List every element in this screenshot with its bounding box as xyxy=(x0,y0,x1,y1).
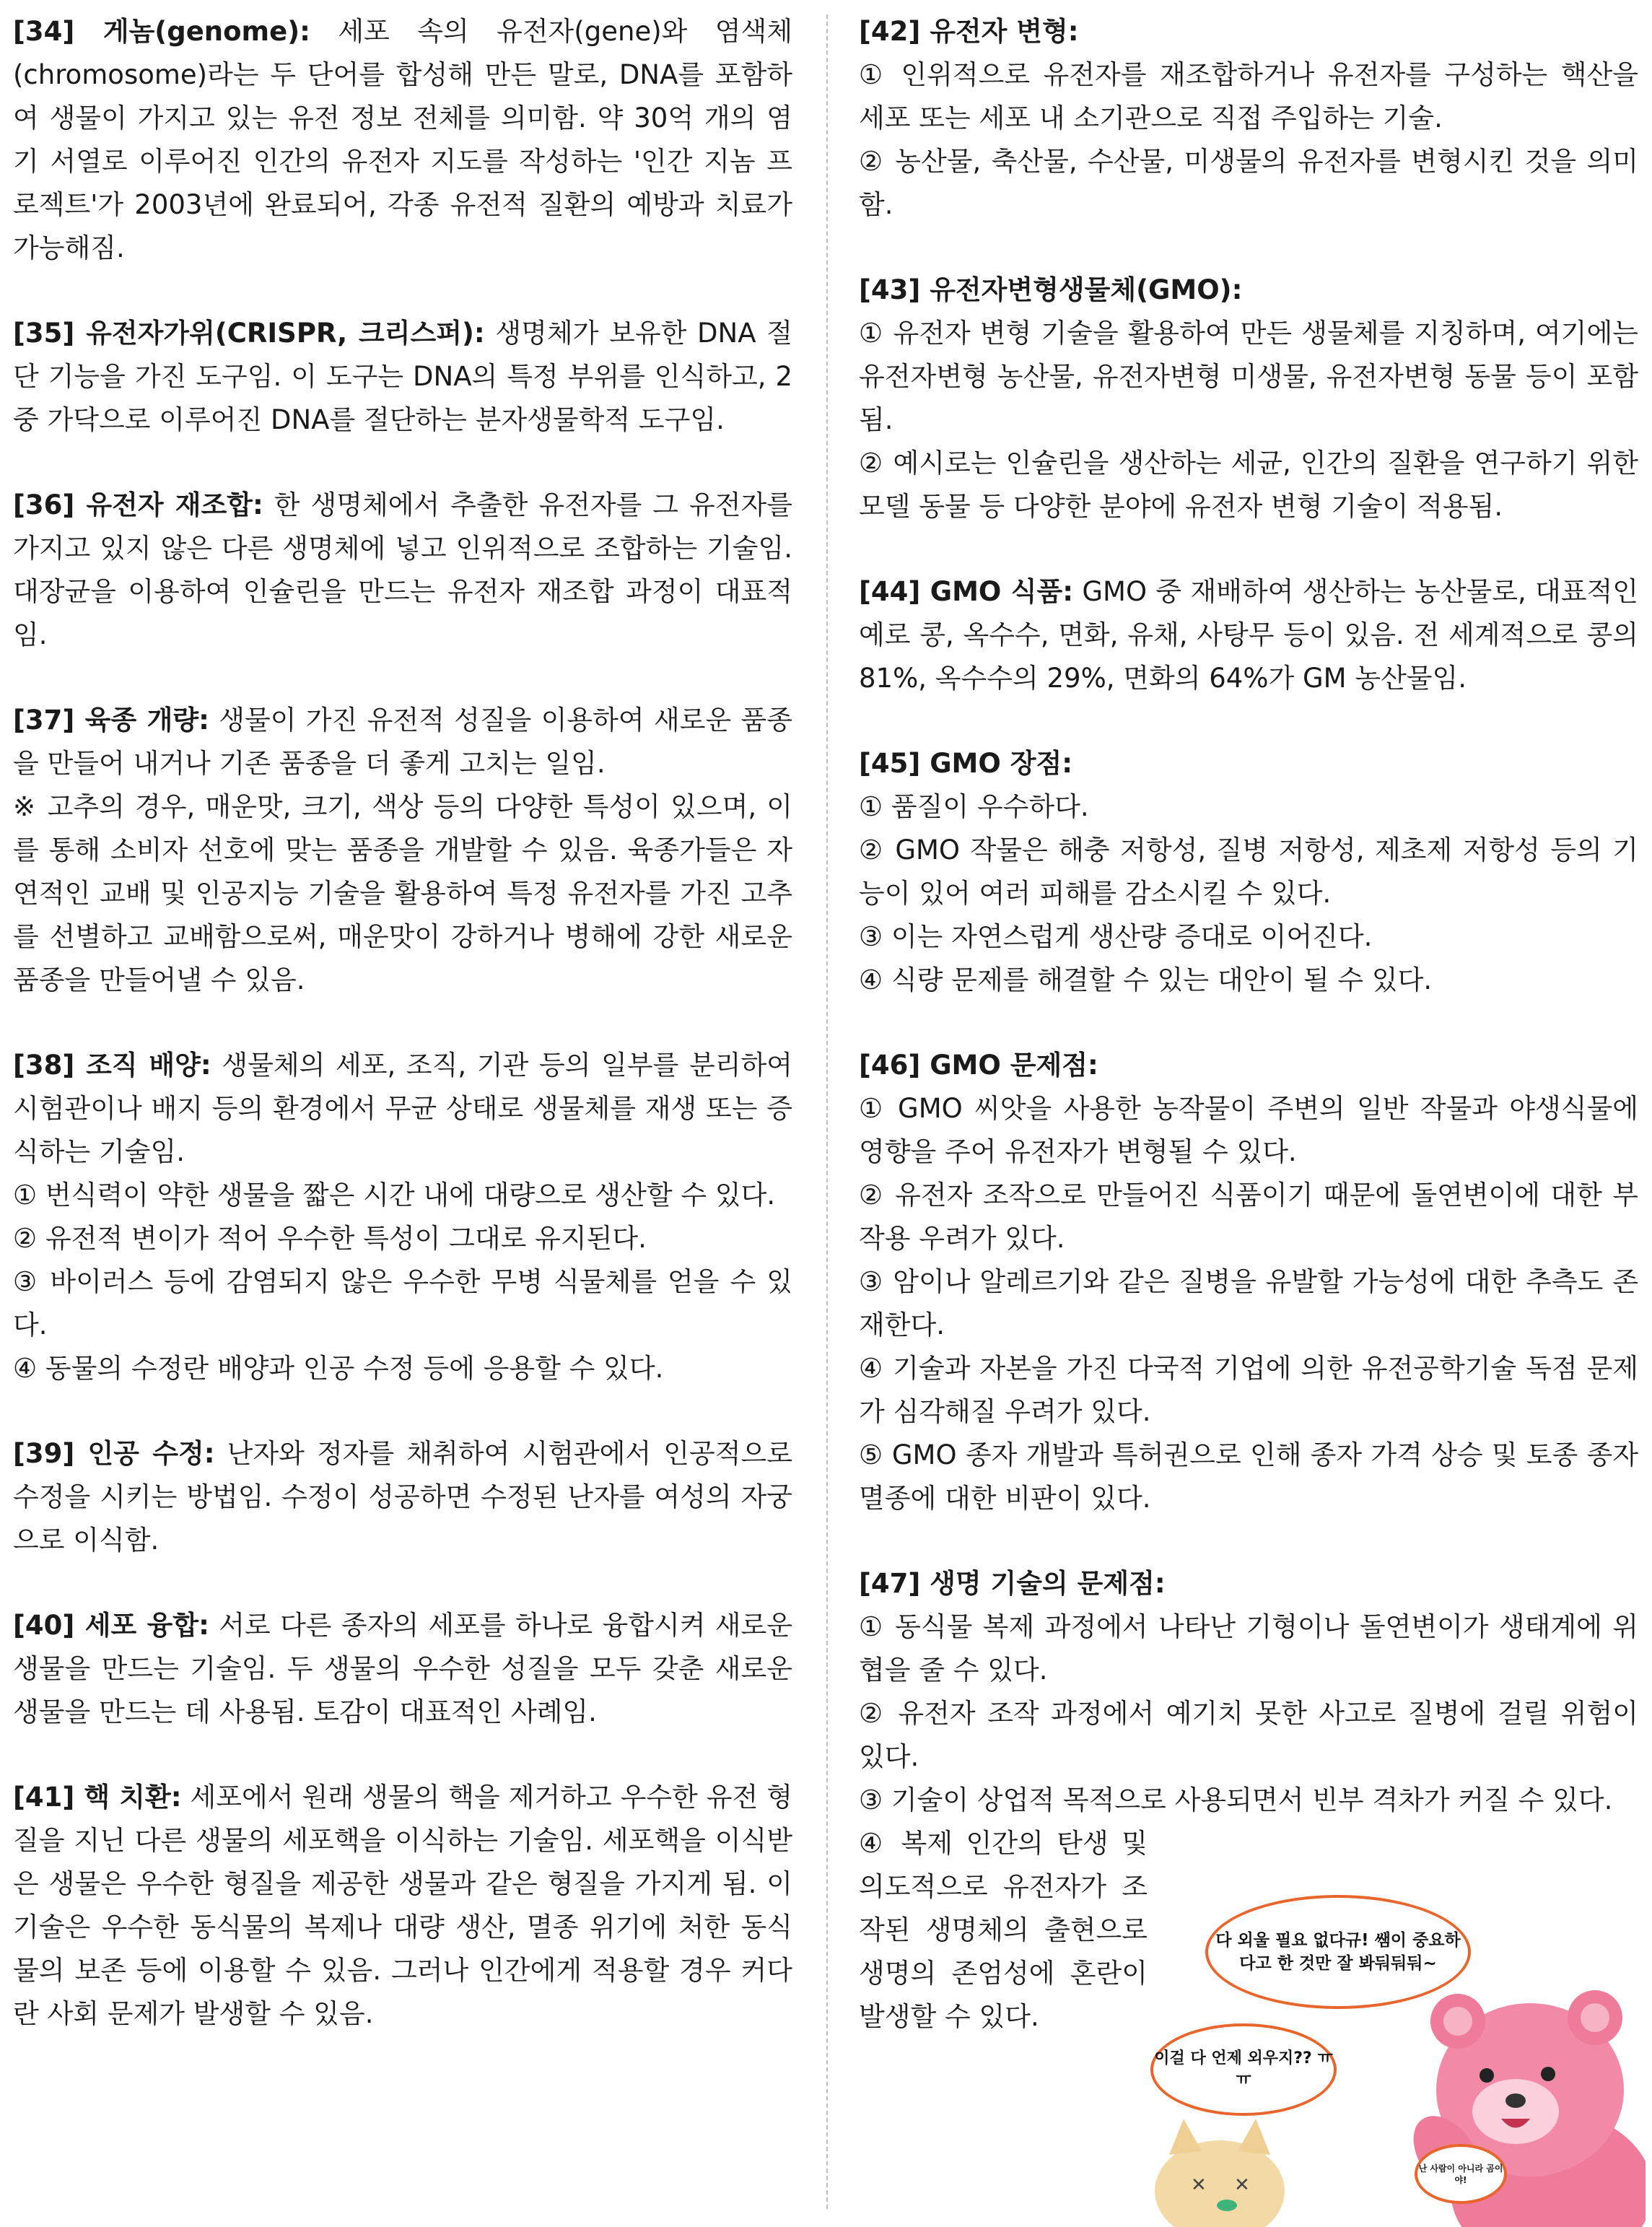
glossary-entry xyxy=(13,1776,792,2036)
entry-definition: 생물이 가진 유전적 성질을 이용하여 새로운 품종을 만들어 내거나 기존 품종을 더 좋게 고치는 일임. xyxy=(13,705,792,779)
entry-definition: 세포에서 원래 생물의 핵을 제거하고 우수한 유전 형질을 지닌 다른 생물의 세포핵을 이식하는 기술임. 세포핵을 이식받은 생물은 우수한 형질을 제공한 생물과 같은 형질을 가지게 됨. 이 기술은 우수한 동식물의 복제나 대량 생산, 멸종 위기에 처한 동식물의 보존 등에 이용할 수 있음. 그러나 인간에게 적용할 경우 커다란 사회 문제가 발생할 수 있음. xyxy=(13,1782,792,2029)
glossary-entry xyxy=(859,742,1638,1002)
entry-term: [41] 핵 치환: xyxy=(13,1782,182,1813)
glossary-entry xyxy=(13,699,792,1002)
entry-text xyxy=(13,1432,792,1562)
entry-definition: GMO 중 재배하여 생산하는 농산물로, 대표적인 예로 콩, 옥수수, 면화, 유채, 사탕무 등이 있음. 전 세계적으로 콩의 81%, 옥수수의 29%, 면화의 64%가 GM 농산물임. xyxy=(859,576,1638,694)
entry-point: ② 농산물, 축산물, 수산물, 미생물의 유전자를 변형시킨 것을 의미함. xyxy=(859,146,1638,220)
entry-point: ④ 기술과 자본을 가진 다국적 기업에 의한 유전공학기술 독점 문제가 심각해질 우려가 있다. xyxy=(859,1353,1638,1427)
speech-bubble-small: 난 사람이 아니라 곰이야! xyxy=(1415,2144,1507,2204)
entry-term: [34] 게놈(genome): xyxy=(13,16,310,47)
entry-point: ③ 암이나 알레르기와 같은 질병을 유발할 가능성에 대한 추측도 존재한다. xyxy=(859,1266,1638,1341)
entry-definition: 세포 속의 유전자(gene)와 염색체 (chromosome)라는 두 단어를 합성해 만든 말로, DNA를 포함하여 생물이 가지고 있는 유전 정보 전체를 의미함. 약 30억 개의 염기 서열로 이루어진 인간의 유전자 지도를 작성하는 '인간 지놈 프로젝트'가 2003년에 완료되어, 각종 유전적 질환의 예방과 치료가 가능해짐. xyxy=(13,16,792,263)
speech-bubble-cat: 이걸 다 언제 외우지?? ㅠㅠ xyxy=(1150,2023,1337,2116)
entry-point: ① 동식물 복제 과정에서 나타난 기형이나 돌연변이가 생태계에 위협을 줄 수 있다. xyxy=(859,1611,1638,1686)
entry-text xyxy=(859,742,1638,785)
svg-text:✕: ✕ xyxy=(1191,2174,1207,2196)
entry-text xyxy=(13,1604,792,1734)
glossary-entry xyxy=(13,1604,792,1734)
entry-point: ② 유전자 조작으로 만들어진 식품이기 때문에 돌연변이에 대한 부작용 우려가 있다. xyxy=(859,1180,1638,1254)
entry-point: ① GMO 씨앗을 사용한 농작물이 주변의 일반 작물과 야생식물에 영향을 주어 유전자가 변형될 수 있다. xyxy=(859,1093,1638,1167)
entry-definition: 생물체의 세포, 조직, 기관 등의 일부를 분리하여 시험관이나 배지 등의 환경에서 무균 상태로 생물체를 재생 또는 증식하는 기술임. xyxy=(13,1050,793,1167)
entry-text xyxy=(13,1776,792,2036)
entry-point: ③ 기술이 상업적 목적으로 사용되면서 빈부 격차가 커질 수 있다. xyxy=(859,1784,1613,1816)
entry-term: [37] 육종 개량: xyxy=(13,705,209,736)
glossary-entry xyxy=(859,570,1638,700)
entry-point: ③ 바이러스 등에 감염되지 않은 우수한 무병 식물체를 얻을 수 있다. xyxy=(13,1266,792,1341)
entry-text xyxy=(13,1044,792,1174)
entry-point: ① 번식력이 약한 생물을 짧은 시간 내에 대량으로 생산할 수 있다. xyxy=(13,1180,776,1211)
glossary-entry xyxy=(859,10,1638,227)
character-illustration xyxy=(1148,1895,1646,2227)
entry-point: ② 예시로는 인슐린을 생산하는 세균, 인간의 질환을 연구하기 위한 모델 동물 등 다양한 분야에 유전자 변형 기술이 적용됨. xyxy=(859,448,1638,522)
entry-point: ③ 이는 자연스럽게 생산량 증대로 이어진다. xyxy=(859,921,1373,952)
entry-term: [43] 유전자변형생물체(GMO): xyxy=(859,274,1243,305)
glossary-entry xyxy=(13,484,792,657)
entry-point: ④ 복제 인간의 탄생 및 의도적으로 유전자가 조작된 생명체의 출현으로 생명의 존엄성에 혼란이 발생할 수 있다. xyxy=(859,1828,1148,2032)
speech-bubble-bear: 다 외울 필요 없다규! 쌤이 중요하다고 한 것만 잘 봐둬둬둬~ xyxy=(1205,1895,1471,2009)
entry-term: [38] 조직 배양: xyxy=(13,1050,211,1081)
entry-point: ④ 동물의 수정란 배양과 인공 수정 등에 응용할 수 있다. xyxy=(13,1353,664,1384)
entry-definition: 난자와 정자를 채취하여 시험관에서 인공적으로 수정을 시키는 방법임. 수정이 성공하면 수정된 난자를 여성의 자궁으로 이식함. xyxy=(13,1438,792,1556)
glossary-entry xyxy=(859,269,1638,528)
glossary-entry xyxy=(859,1044,1638,1520)
entry-text xyxy=(13,699,792,785)
entry-point: ② 유전자 조작 과정에서 예기치 못한 사고로 질병에 걸릴 위험이 있다. xyxy=(859,1698,1638,1772)
entry-text xyxy=(859,570,1638,700)
entry-definition: 한 생명체에서 추출한 유전자를 그 유전자를 가지고 있지 않은 다른 생명체에 넣고 인위적으로 조합하는 기술임. 대장균을 이용하여 인슐린을 만드는 유전자 재조합 과정이 대표적임. xyxy=(13,489,792,650)
entry-term: [39] 인공 수정: xyxy=(13,1438,215,1469)
entry-point: ⑤ GMO 종자 개발과 특허권으로 인해 종자 가격 상승 및 토종 종자 멸종에 대한 비판이 있다. xyxy=(859,1439,1638,1514)
cat-icon xyxy=(1155,2119,1285,2227)
glossary-entry xyxy=(13,1432,792,1562)
column-divider xyxy=(826,14,828,2209)
entry-text xyxy=(859,1562,1638,1605)
entry-text xyxy=(859,10,1638,53)
entry-definition: 서로 다른 종자의 세포를 하나로 융합시켜 새로운 생물을 만드는 기술임. 두 생물의 우수한 성질을 모두 갖춘 새로운 생물을 만드는 데 사용됨. 토감이 대표적인 사례임. xyxy=(13,1610,792,1727)
entry-definition: 생명체가 보유한 DNA 절단 기능을 가진 도구임. 이 도구는 DNA의 특정 부위를 인식하고, 2중 가닥으로 이루어진 DNA를 절단하는 분자생물학적 도구임. xyxy=(13,318,792,435)
entry-term: [36] 유전자 재조합: xyxy=(13,489,263,520)
entry-point: ② GMO 작물은 해충 저항성, 질병 저항성, 제초제 저항성 등의 기능이 있어 여러 피해를 감소시킬 수 있다. xyxy=(859,834,1638,909)
entry-term: [46] GMO 문제점: xyxy=(859,1050,1098,1081)
entry-point: ※ 고추의 경우, 매운맛, 크기, 색상 등의 다양한 특성이 있으며, 이를 통해 소비자 선호에 맞는 품종을 개발할 수 있음. 육종가들은 자연적인 교배 및 인공지능 기술을 활용하여 특정 유전자를 가진 고추를 선별하고 교배함으로써, 매운맛이 강하거나 병해에 강한 새로운 품종을 만들어낼 수 있음. xyxy=(13,791,792,995)
entry-point: ① 유전자 변형 기술을 활용하여 만든 생물체를 지칭하며, 여기에는 유전자변형 농산물, 유전자변형 미생물, 유전자변형 동물 등이 포함됨. xyxy=(859,318,1638,435)
entry-term: [44] GMO 식품: xyxy=(859,576,1074,607)
entry-text xyxy=(13,484,792,657)
glossary-entry xyxy=(13,1044,792,1390)
entry-text xyxy=(13,312,792,442)
right-column xyxy=(859,10,1638,2080)
entry-text xyxy=(13,10,792,270)
entry-point: ④ 식량 문제를 해결할 수 있는 대안이 될 수 있다. xyxy=(859,964,1433,995)
entry-point: ② 유전적 변이가 적어 우수한 특성이 그대로 유지된다. xyxy=(13,1223,647,1254)
entry-term: [40] 세포 융합: xyxy=(13,1610,209,1641)
entry-point: ① 품질이 우수하다. xyxy=(859,791,1089,822)
entry-term: [35] 유전자가위(CRISPR, 크리스퍼): xyxy=(13,318,485,349)
glossary-entry xyxy=(13,10,792,270)
entry-text xyxy=(859,269,1638,312)
svg-text:✕: ✕ xyxy=(1234,2174,1250,2196)
glossary-entry xyxy=(13,312,792,442)
entry-text xyxy=(859,1044,1638,1087)
entry-term: [45] GMO 장점: xyxy=(859,748,1072,779)
left-column xyxy=(13,10,792,2078)
entry-point: ① 인위적으로 유전자를 재조합하거나 유전자를 구성하는 핵산을 세포 또는 세포 내 소기관으로 직접 주입하는 기술. xyxy=(859,59,1638,134)
entry-term: [42] 유전자 변형: xyxy=(859,16,1079,47)
entry-term: [47] 생명 기술의 문제점: xyxy=(859,1568,1166,1599)
